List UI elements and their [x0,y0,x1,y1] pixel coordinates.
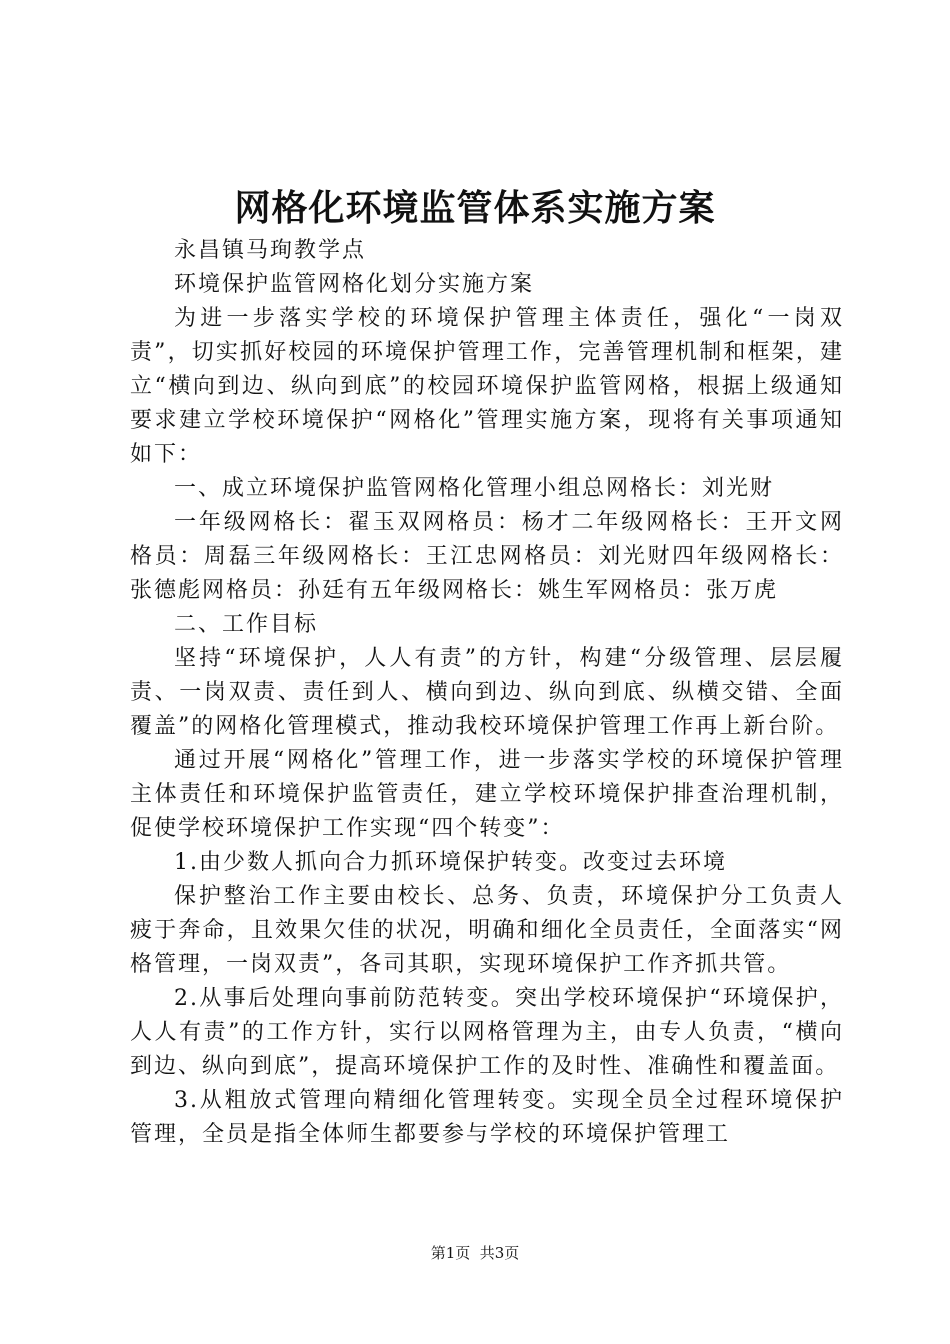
body-paragraph: 通过开展“网格化”管理工作，进一步落实学校的环境保护管理主体责任和环境保护监管责任，建立学校环境保护排查治理机制，促使学校环境保护工作实现“四个转变”： [130,748,844,841]
body-paragraph: 保护整治工作主要由校长、总务、负责，环境保护分工负责人疲于奔命，且效果欠佳的状况，明确和细化全员责任，全面落实“网格管理，一岗双责”，各司其职，实现环境保护工作齐抓共管。 [130,884,844,977]
body-paragraph: 为进一步落实学校的环境保护管理主体责任，强化“一岗双责”，切实抓好校园的环境保护管理工作，完善管理机制和框架，建立“横向到边、纵向到底”的校园环境保护监管网格，根据上级通知要求建立学校环境保护“网格化”管理实施方案，现将有关事项通知如下： [130,306,844,467]
body-paragraph: 二、工作目标 [174,612,319,637]
body-paragraph: 坚持“环境保护，人人有责”的方针，构建“分级管理、层层履责、一岗双责、责任到人、横向到边、纵向到底、纵横交错、全面覆盖”的网格化管理模式，推动我校环境保护管理工作再上新台阶。 [130,646,844,739]
body-paragraph: 环境保护监管网格化划分实施方案 [174,272,535,297]
document-title: 网格化环境监管体系实施方案 [234,187,716,229]
body-paragraph: 永昌镇马珣教学点 [174,238,367,263]
body-paragraph: 2.从事后处理向事前防范转变。突出学校环境保护“环境保护，人人有责”的工作方针，实行以网格管理为主，由专人负责，“横向到边、纵向到底”，提高环境保护工作的及时性、准确性和覆盖面。 [130,986,844,1079]
body-paragraph: 1.由少数人抓向合力抓环境保护转变。改变过去环境 [174,850,727,875]
document-body [130,234,844,1152]
page-footer: 第1页 共3页 [430,1244,520,1262]
body-paragraph: 3.从粗放式管理向精细化管理转变。实现全员全过程环境保护管理，全员是指全体师生都要参与学校的环境保护管理工 [130,1088,844,1147]
body-paragraph: 一、成立环境保护监管网格化管理小组总网格长：刘光财 [174,476,775,501]
body-paragraph: 一年级网格长：翟玉双网格员：杨才二年级网格长：王开文网格员：周磊三年级网格长：王江忠网格员：刘光财四年级网格长：张德彪网格员：孙廷有五年级网格长：姚生军网格员：张万虎 [130,510,844,603]
